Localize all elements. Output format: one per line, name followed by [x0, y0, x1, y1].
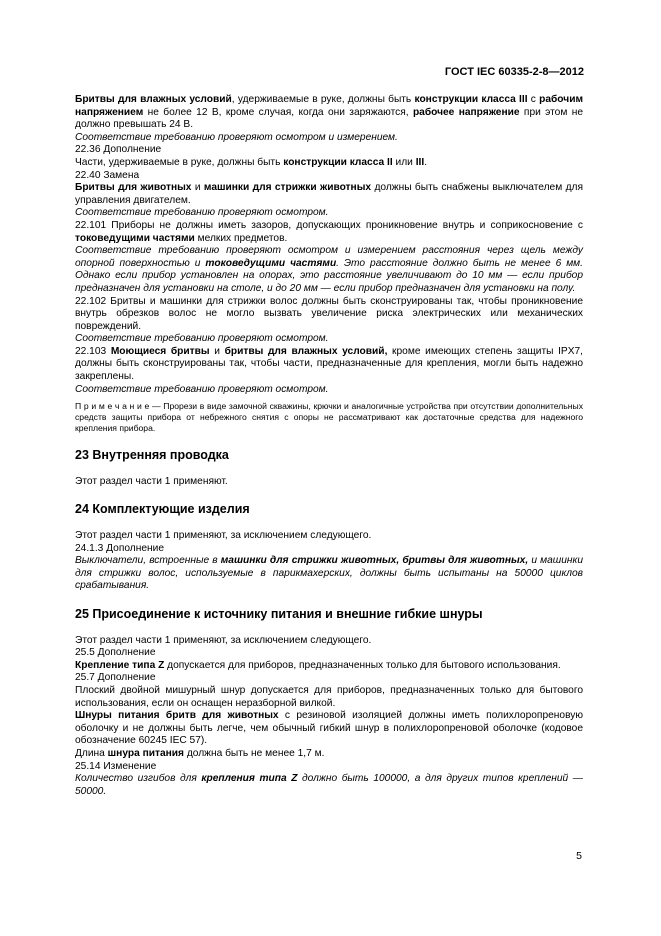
text: и: [209, 345, 225, 357]
text: с резиновой изоляцией должны иметь полихлоропреновую оболочку и не должны быть легче, чем обычный гибкий шнур в полихлоропреновой оболочке (кодовое обозначение 60245 IEC 57).: [75, 710, 583, 747]
bold-term: рабочее напряжение: [412, 106, 520, 118]
bold-term: токоведущими частями: [75, 232, 195, 244]
bold-term: Бритвы для влажных условий: [75, 94, 232, 105]
section-title-24: 24 Комплектующие изделия: [75, 502, 250, 517]
paragraph: [75, 157, 583, 170]
bold-term: машинки для стрижки животных, бритвы для животных,: [220, 555, 529, 567]
bold-term: конструкции класса III: [414, 94, 528, 105]
clause-heading: 22.36 Дополнение: [75, 144, 162, 156]
text: и машинки для стрижки волос, используемые в парикмахерских, должны быть испытаны на 50000 циклов срабатывания.: [75, 555, 583, 592]
bold-term: Моющиеся бритвы: [110, 345, 210, 357]
text: , удерживаемые в руке, должны быть: [231, 94, 415, 105]
text: 22.103: [75, 345, 111, 357]
note-label: П р и м е ч а н и е: [75, 401, 150, 412]
text: или: [392, 156, 416, 168]
paragraph: [75, 555, 583, 593]
paragraph: Этот раздел части 1 применяют.: [75, 475, 228, 487]
text: Выключатели, встроенные в: [75, 555, 221, 567]
paragraph: Этот раздел части 1 применяют, за исключением следующего.: [75, 634, 372, 646]
compliance-note: Соответствие требованию проверяют осмотром.: [75, 383, 329, 395]
bold-term: токоведущими частями: [205, 257, 337, 269]
paragraph: [75, 748, 583, 761]
document-header-code: ГОСТ IEC 60335-2-8—2012: [444, 66, 584, 78]
text: Части, удерживаемые в руке, должны быть: [75, 156, 284, 168]
bold-term: крепления типа Z: [201, 773, 298, 785]
text: должно быть 100000, а для других типов креплений — 50000.: [75, 773, 583, 797]
clause-heading: 24.1.3 Дополнение: [75, 542, 165, 554]
compliance-note: [75, 245, 583, 295]
compliance-note: Соответствие требованию проверяют осмотром и измерением.: [75, 131, 398, 143]
section-title-23: 23 Внутренняя проводка: [75, 448, 229, 463]
compliance-note: Соответствие требованию проверяют осмотром.: [75, 207, 329, 219]
text: с: [527, 94, 540, 105]
paragraph: [75, 182, 583, 207]
text: кроме имеющих степень защиты IPX7, должны быть сконструированы так, чтобы части, предназначенные для крепления, могли быть надежно закреплены.: [75, 345, 583, 383]
text: Соответствие требованию проверяют осмотром и измерением расстояния через щель между опорной поверхностью и: [75, 245, 583, 269]
bold-term: III: [415, 156, 425, 168]
text: должны быть снабжены выключателем для управления двигателем.: [75, 182, 583, 206]
paragraph: [75, 220, 583, 245]
text: мелких предметов.: [194, 232, 288, 244]
paragraph: [75, 346, 583, 384]
text: не более 12 В, кроме случая, когда они заряжаются,: [143, 106, 413, 118]
bold-term: шнура питания: [107, 747, 184, 759]
paragraph: [75, 773, 583, 798]
text: при этом не должно превышать 24 В.: [75, 106, 584, 131]
text: Количество изгибов для: [75, 773, 202, 785]
clause-heading: 25.7 Дополнение: [75, 672, 156, 684]
bold-term: Крепление типа Z: [75, 659, 165, 671]
bold-term: конструкции класса II: [283, 156, 393, 168]
paragraph: Плоский двойной мишурный шнур допускается для приборов, предназначенных только для бытового использования, если он оснащен неразборной вилкой.: [75, 684, 583, 709]
document-body: [75, 94, 583, 798]
clause-heading: 25.5 Дополнение: [75, 647, 156, 659]
text: . Это расстояние должно быть не менее 6 мм. Однако если прибор установлен на опорах, это расстояние увеличивают до 10 мм — если прибор предназначен для установки на столе, и до 20 мм — если прибор предназначен для установки на полу.: [75, 257, 583, 294]
bold-term: Шнуры питания бритв для животных: [75, 710, 279, 722]
note: [75, 401, 583, 434]
clause-heading: 25.14 Изменение: [75, 760, 157, 772]
section-title-25: 25 Присоединение к источнику питания и внешние гибкие шнуры: [75, 607, 483, 621]
bold-term: Бритвы для животных: [75, 182, 192, 194]
paragraph: [75, 94, 583, 132]
text: Длина: [75, 747, 108, 759]
text: и: [191, 182, 204, 194]
paragraph: [75, 710, 583, 748]
paragraph: Этот раздел части 1 применяют, за исключением следующего.: [75, 530, 372, 542]
page-number: 5: [576, 850, 582, 862]
text: должна быть не менее 1,7 м.: [184, 747, 325, 759]
text: 22.101 Приборы не должны иметь зазоров, допускающих проникновение внутрь и соприкосновение с: [75, 219, 583, 231]
paragraph: 22.102 Бритвы и машинки для стрижки волос должны быть сконструированы так, чтобы проникновение внутрь обрезков волос не могло вызвать увеличение риска электрических или механических повреждений.: [75, 295, 583, 332]
bold-term: бритвы для влажных условий,: [224, 345, 388, 357]
text: допускается для приборов, предназначенных только для бытового использования.: [164, 659, 561, 671]
note-text: — Прорези в виде замочной скважины, крючки и аналогичные устройства при отсутствии дополнительных средств защиты прибора от небрежного снятия с опоры не рассматривают как достаточные средства для надежного крепления прибора.: [75, 401, 584, 434]
bold-term: рабочим напряжением: [75, 94, 583, 118]
bold-term: машинки для стрижки животных: [203, 182, 372, 194]
compliance-note: Соответствие требованию проверяют осмотром.: [75, 333, 329, 345]
paragraph: [75, 660, 583, 673]
text: .: [424, 156, 428, 168]
clause-heading: 22.40 Замена: [75, 169, 140, 181]
